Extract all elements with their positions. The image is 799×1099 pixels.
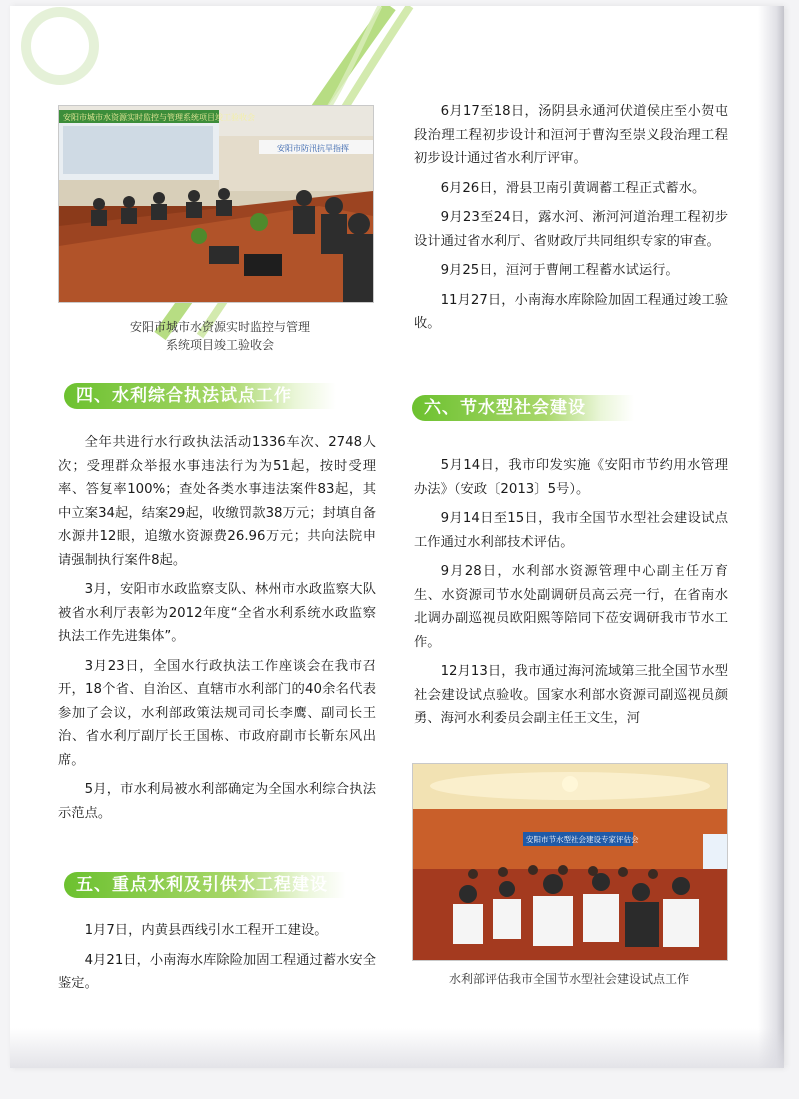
section-6-paragraph: 5月14日，我市印发实施《安阳市节约用水管理办法》（安政〔2013〕5号）。	[414, 458, 728, 497]
meeting-photo-monitoring-acceptance	[58, 105, 374, 303]
page	[10, 6, 784, 1068]
section-4-paragraph: 5月，市水利局被水利部确定为全国水利综合执法示范点。	[58, 782, 376, 821]
section-4-paragraph: 3月，安阳市水政监察支队、林州市水政监察大队被省水利厅表彰为2012年度“全省水利系统水政监察执法工作先进集体”。	[58, 582, 376, 644]
section-5-paragraph: 4月21日，小南海水库除险加固工程通过蓄水安全鉴定。	[58, 952, 376, 991]
command-board-text: 安阳市防汛抗旱指挥	[277, 144, 349, 153]
section-5-paragraph: 9月23至24日，露水河、淅河河道治理工程初步设计通过省水利厅、省财政厅共同组织专家的审查。	[414, 210, 728, 249]
section-5-paragraph: 11月27日，小南海水库除险加固工程通过竣工验收。	[414, 292, 728, 331]
section-5-paragraph: 1月7日，内黄县西线引水工程开工建设。	[84, 923, 328, 938]
section-5-paragraph: 6月26日，滑县卫南引黄调蓄工程正式蓄水。	[440, 180, 706, 196]
caption-line-1: 安阳市城市水资源实时监控与管理	[129, 320, 310, 334]
page-gutter-shadow	[758, 6, 784, 1068]
section-heading-4: 四、水利综合执法试点工作	[64, 383, 336, 409]
caption-line-2: 系统项目竣工验收会	[165, 338, 274, 352]
photo-caption-top	[70, 318, 370, 354]
section-heading-6: 六、节水型社会建设	[412, 395, 634, 421]
meeting-banner-text: 安阳市城市水资源实时监控与管理系统项目竣工验收会	[63, 113, 255, 122]
page-bottom-fade	[10, 1028, 784, 1068]
evaluation-banner-text: 安阳市节水型社会建设专家评估会	[526, 835, 639, 844]
section-4-paragraph: 3月23日，全国水行政执法工作座谈会在我市召开，18个省、自治区、直辖市水利部门的40余名代表参加了会议，水利部政策法规司司长李鹰、副司长王治、省水利厅副厅长王国栋、市政府副市长靳东风出席。	[58, 658, 376, 768]
section-5-paragraph: 9月25日，洹河于曹闸工程蓄水试运行。	[440, 263, 679, 278]
section-6-paragraph: 12月13日，我市通过海河流域第三批全国节水型社会建设试点验收。国家水利部水资源司副巡视员颜勇、海河水利委员会副主任王文生，河	[414, 664, 728, 726]
section-6-paragraph: 9月28日，水利部水资源管理中心副主任万育生、水资源司节水处副调研员高云亮一行，在省南水北调办副巡视员欧阳熙等陪同下莅安调研我市节水工作。	[414, 564, 728, 650]
section-5-paragraph: 6月17至18日，汤阴县永通河伏道侯庄至小贺屯段治理工程初步设计和洹河于曹沟至崇义段治理工程初步设计通过省水利厅评审。	[414, 104, 728, 166]
section-6-paragraph: 9月14日至15日，我市全国节水型社会建设试点工作通过水利部技术评估。	[414, 511, 728, 550]
section-4-paragraph: 全年共进行水行政执法活动1336车次、2748人次；受理群众举报水事违法行为为51起，按时受理率、答复率100%；查处各类水事违法案件83起，其中立案34起，结案29起，收缴罚款38万元；封填自备水源井12眼，追缴水资源费26.96万元；共向法院申请强制执行案件8起。	[58, 435, 376, 568]
photo-caption-bottom: 水利部评估我市全国节水型社会建设试点工作	[448, 972, 689, 986]
section-heading-5: 五、重点水利及引供水工程建设	[64, 872, 346, 898]
section-5-body	[58, 919, 376, 1002]
section-4-body	[58, 431, 376, 831]
section-5-continued-body	[414, 100, 728, 342]
meeting-photo-water-saving-evaluation	[412, 763, 728, 961]
section-6-body	[414, 454, 728, 737]
